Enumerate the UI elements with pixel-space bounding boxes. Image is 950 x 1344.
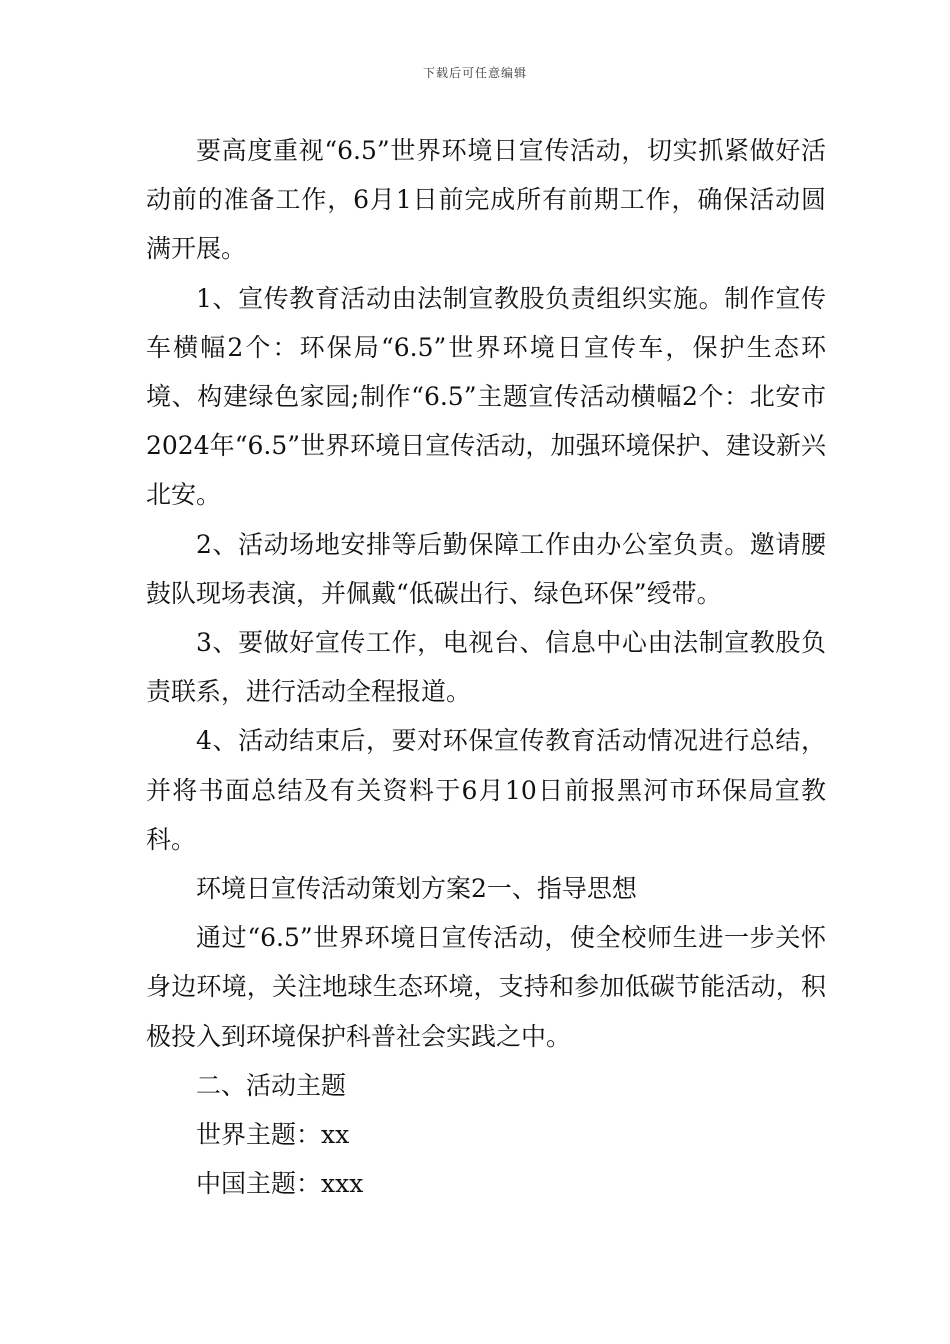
paragraph-world-theme: 世界主题：xx <box>196 1120 350 1150</box>
paragraph-item-4: 4、活动结束后，要对环保宣传教育活动情况进行总结，并将书面总结及有关资料于6月10日前报黑河市环保局宣教科。 <box>146 726 826 854</box>
paragraph-item-1: 1、宣传教育活动由法制宣教股负责组织实施。制作宣传车横幅2个：环保局“6.5”世界环境日宣传车，保护生态环境、构建绿色家园;制作“6.5”主题宣传活动横幅2个：北安市2024年“6.5”世界环境日宣传活动，加强环境保护、建设新兴北安。 <box>146 283 826 510</box>
document-body <box>146 126 826 1208</box>
page-header-note: 下载后可任意编辑 <box>422 66 527 80</box>
paragraph-china-theme: 中国主题：xxx <box>196 1169 364 1199</box>
section-heading-activity-theme: 二、活动主题 <box>196 1070 347 1100</box>
section-heading-guiding-thought: 环境日宣传活动策划方案2一、指导思想 <box>196 874 637 904</box>
paragraph-item-2: 2、活动场地安排等后勤保障工作由办公室负责。邀请腰鼓队现场表演，并佩戴“低碳出行、绿色环保”绶带。 <box>146 529 826 608</box>
paragraph-item-3: 3、要做好宣传工作，电视台、信息中心由法制宣教股负责联系，进行活动全程报道。 <box>146 628 826 707</box>
paragraph-guiding-thought: 通过“6.5”世界环境日宣传活动，使全校师生进一步关怀身边环境，关注地球生态环境，支持和参加低碳节能活动，积极投入到环境保护科普社会实践之中。 <box>146 923 826 1051</box>
paragraph-preparation: 要高度重视“6.5”世界环境日宣传活动，切实抓紧做好活动前的准备工作，6月1日前完成所有前期工作，确保活动圆满开展。 <box>146 136 826 264</box>
